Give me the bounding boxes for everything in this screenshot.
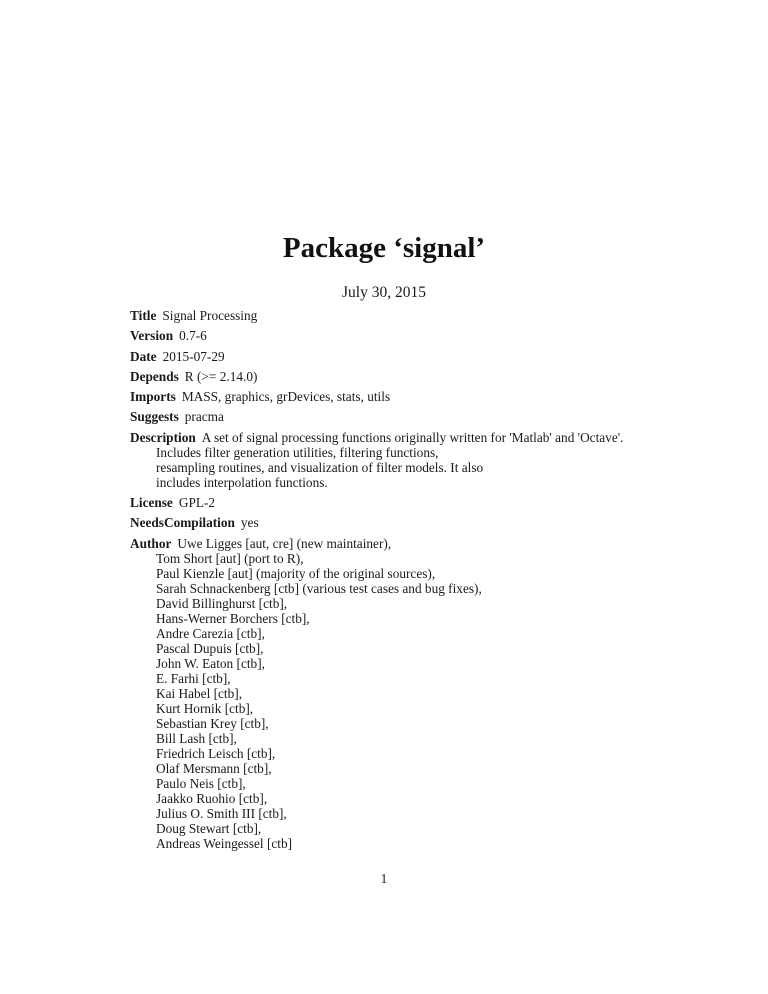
author-line: Doug Stewart [ctb], — [156, 820, 262, 836]
field-description — [130, 430, 690, 490]
author-line: Kurt Hornik [ctb], — [156, 700, 254, 716]
field-version — [130, 328, 690, 343]
field-label: Title — [130, 308, 157, 323]
author-line: Andre Carezia [ctb], — [156, 625, 265, 641]
package-fields — [130, 308, 690, 856]
field-value: Signal Processing — [162, 308, 258, 323]
author-line: Paul Kienzle [aut] (majority of the original sources), — [156, 565, 436, 581]
author-line: Julius O. Smith III [ctb], — [156, 805, 287, 821]
field-label: Date — [130, 348, 157, 364]
field-label: NeedsCompilation — [130, 515, 235, 531]
field-depends — [130, 369, 690, 384]
author-line: Sarah Schnackenberg [ctb] (various test cases and bug fixes), — [156, 580, 482, 596]
author-line: E. Farhi [ctb], — [156, 670, 231, 686]
author-line: Paulo Neis [ctb], — [156, 775, 246, 791]
description-line: resampling routines, and visualization of filter models. It also — [156, 459, 484, 475]
author-line: John W. Eaton [ctb], — [156, 655, 265, 671]
author-line: Friedrich Leisch [ctb], — [156, 745, 276, 761]
field-value: 0.7-6 — [179, 328, 207, 344]
field-title — [130, 308, 690, 323]
field-label: Depends — [130, 368, 179, 384]
field-label: License — [130, 495, 173, 511]
field-label: Imports — [130, 389, 176, 405]
field-label: Description — [130, 429, 196, 445]
author-line: David Billinghurst [ctb], — [156, 595, 288, 611]
author-line: Pascal Dupuis [ctb], — [156, 640, 264, 656]
page-title: Package ‘signal’ — [282, 232, 486, 264]
author-line: Sebastian Krey [ctb], — [156, 715, 269, 731]
field-value: R (>= 2.14.0) — [184, 368, 258, 384]
field-author — [130, 536, 690, 851]
author-line: Jaakko Ruohio [ctb], — [156, 790, 268, 806]
description-line: Includes filter generation utilities, filtering functions, — [156, 444, 439, 460]
author-line: Kai Habel [ctb], — [156, 685, 243, 701]
author-line: Tom Short [aut] (port to R), — [156, 550, 304, 566]
field-needs-compilation — [130, 515, 690, 530]
description-line: includes interpolation functions. — [156, 474, 328, 490]
field-value: Uwe Ligges [aut, cre] (new maintainer), — [177, 535, 392, 551]
field-value: MASS, graphics, grDevices, stats, utils — [181, 389, 391, 405]
field-label: Suggests — [130, 409, 179, 425]
field-date — [130, 349, 690, 364]
page-number: 1 — [380, 871, 388, 886]
author-line: Andreas Weingessel [ctb] — [156, 835, 293, 851]
author-line: Hans-Werner Borchers [ctb], — [156, 610, 310, 626]
field-value: GPL-2 — [178, 495, 216, 511]
field-license — [130, 495, 690, 510]
field-imports — [130, 389, 690, 404]
author-line: Bill Lash [ctb], — [156, 730, 237, 746]
field-value: pracma — [184, 409, 224, 425]
author-line: Olaf Mersmann [ctb], — [156, 760, 272, 776]
field-label: Version — [130, 328, 174, 344]
field-value: 2015-07-29 — [162, 348, 225, 364]
field-value: yes — [240, 515, 259, 531]
field-label: Author — [130, 535, 172, 551]
field-value: A set of signal processing functions originally written for 'Matlab' and 'Octave'. — [201, 429, 624, 445]
field-suggests — [130, 409, 690, 424]
publication-date: July 30, 2015 — [342, 284, 426, 301]
